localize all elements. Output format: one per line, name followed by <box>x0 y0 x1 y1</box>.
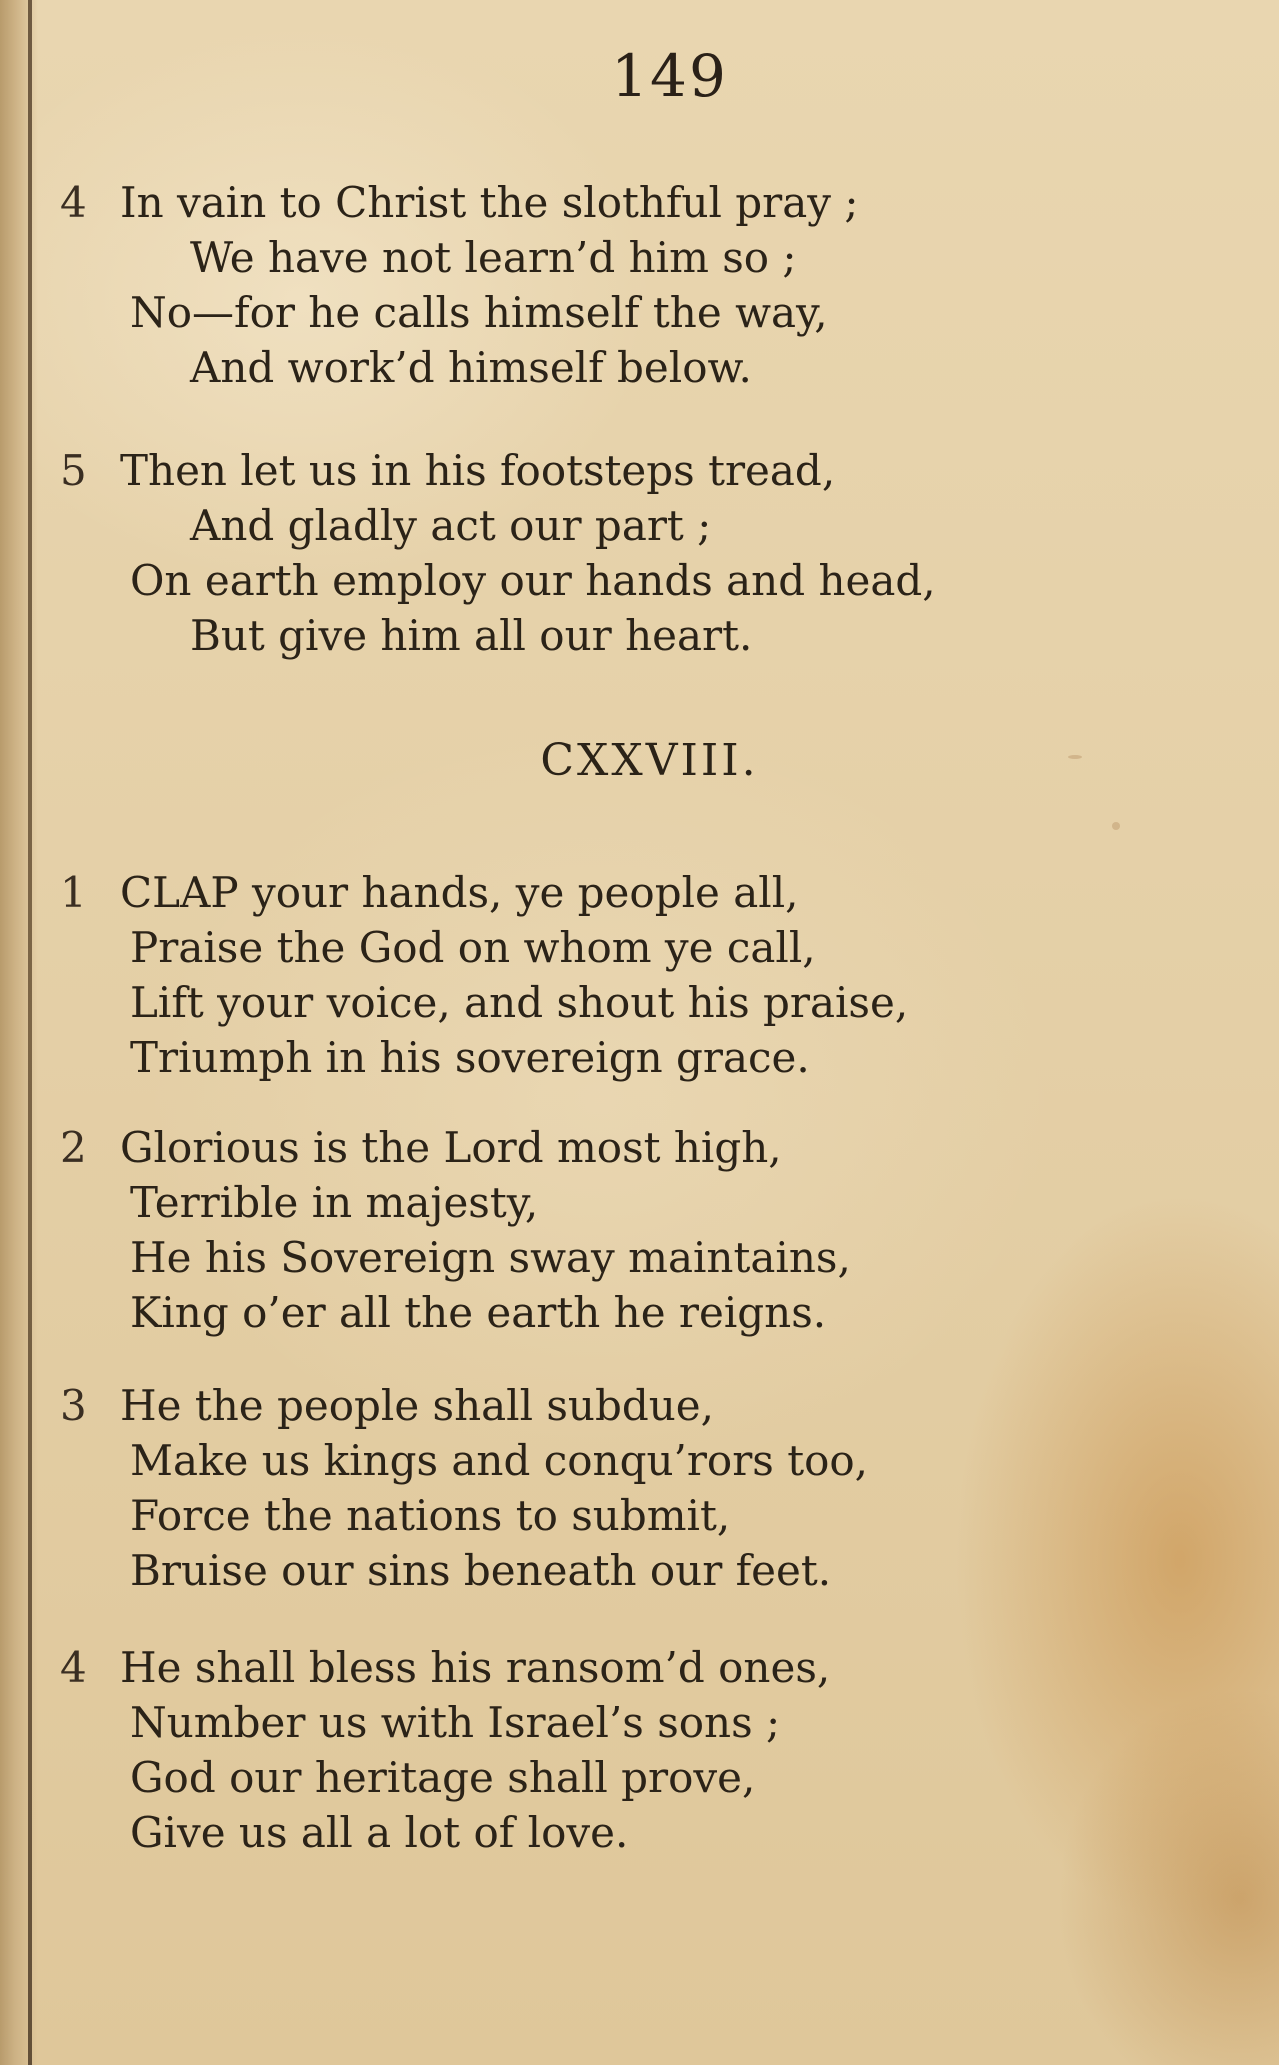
verse-line <box>60 1378 868 1433</box>
stanza-number: 4 <box>60 1643 87 1692</box>
binding-edge <box>0 0 38 2065</box>
verse-line: Bruise our sins beneath our feet. <box>130 1546 832 1595</box>
verse-line: No—for he calls himself the way, <box>130 288 828 337</box>
verse-line: On earth employ our hands and head, <box>130 556 936 605</box>
stanza-number: 2 <box>60 1123 87 1172</box>
page-number: 149 <box>611 42 728 110</box>
verse-line: Number us with Israel’s sons ; <box>130 1698 781 1747</box>
verse-text: Glorious is the Lord most high, <box>120 1123 782 1172</box>
verse-text: CLAP your hands, ye people all, <box>120 868 799 917</box>
hymn-title: CXXVIII. <box>540 735 759 786</box>
verse-line: And gladly act our part ; <box>190 501 712 550</box>
stanza-number: 3 <box>60 1381 87 1430</box>
verse-line <box>60 865 908 920</box>
verse-line: Praise the God on whom ye call, <box>130 923 816 972</box>
verse-line: Give us all a lot of love. <box>130 1808 629 1857</box>
stanza-number: 1 <box>60 868 87 917</box>
hymn-stanza-1 <box>60 865 908 1085</box>
verse-text: Then let us in his footsteps tread, <box>120 446 836 495</box>
verse-line: But give him all our heart. <box>190 611 753 660</box>
previous-hymn-stanza-5 <box>60 443 936 663</box>
stanza-number: 4 <box>60 178 87 227</box>
verse-line: And work’d himself below. <box>190 343 752 392</box>
verse-text: In vain to Christ the slothful pray ; <box>120 178 859 227</box>
hymn-stanza-3 <box>60 1378 868 1598</box>
verse-line: Terrible in majesty, <box>130 1178 539 1227</box>
verse-line: Triumph in his sovereign grace. <box>130 1033 810 1082</box>
hymn-stanza-4 <box>60 1640 830 1860</box>
binding-line <box>28 0 32 2065</box>
hymn-stanza-2 <box>60 1120 851 1340</box>
verse-line: Make us kings and conqu’rors too, <box>130 1436 868 1485</box>
verse-text: He shall bless his ransom’d ones, <box>120 1643 831 1692</box>
previous-hymn-stanza-4 <box>60 175 859 395</box>
verse-line: Force the nations to submit, <box>130 1491 731 1540</box>
verse-text: He the people shall subdue, <box>120 1381 715 1430</box>
verse-line: He his Sovereign sway maintains, <box>130 1233 851 1282</box>
stanza-number: 5 <box>60 446 87 495</box>
verse-line: Lift your voice, and shout his praise, <box>130 978 909 1027</box>
verse-line: King o’er all the earth he reigns. <box>130 1288 827 1337</box>
verse-line <box>60 1640 830 1695</box>
verse-line <box>60 1120 851 1175</box>
verse-line: We have not learn’d him so ; <box>190 233 797 282</box>
verse-line: God our heritage shall prove, <box>130 1753 756 1802</box>
verse-line <box>60 443 936 498</box>
verse-line <box>60 175 859 230</box>
stain-spot <box>1112 822 1120 830</box>
